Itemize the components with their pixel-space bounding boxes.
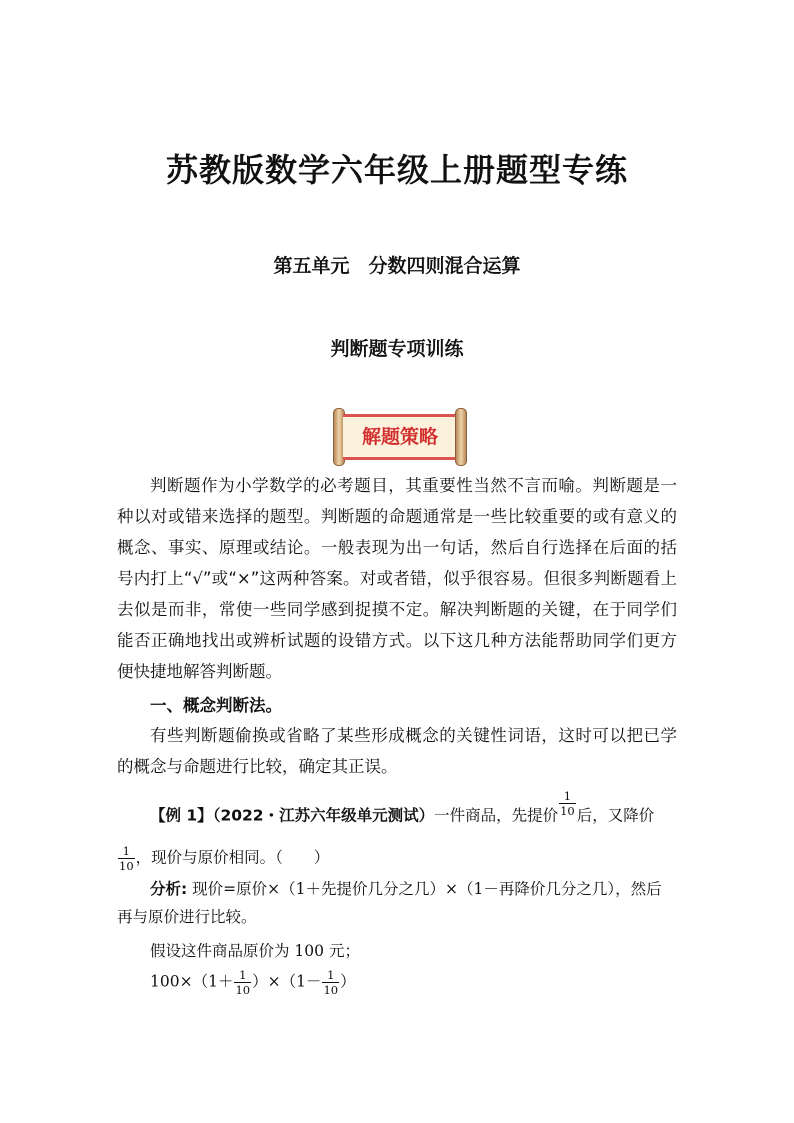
analysis-label: 分析: — [150, 880, 188, 898]
example1-line1 — [150, 789, 730, 831]
intro-paragraph: 判断题作为小学数学的必考题目，其重要性当然不言而喻。判断题是一种以对或错来选择的题型。判断题的命题通常是一些比较重要的或有意义的概念、事实、原理或结论。一般表现为出一句话，然后自行选择在后面的括号内打上“√”或“×”这两种答案。对或者错，似乎很容易。但很多判断题看上去似是而非，常使一些同学感到捉摸不定。解决判断题的关键，在于同学们能否正确地找出或辨析试题的设错方式。以下这几种方法能帮助同学们更方便快捷地解答判断题。 — [117, 476, 677, 681]
fraction-numerator: 1 — [563, 789, 572, 803]
method1-paragraph: 有些判断题偷换或省略了某些形成概念的关键性词语，这时可以把已学的概念与命题进行比较，确定其正误。 — [117, 726, 677, 776]
fraction-denominator: 10 — [323, 983, 339, 997]
fraction-denominator: 10 — [560, 804, 575, 818]
example1-tag: 【例 1】 — [150, 806, 213, 825]
fraction-increase — [559, 789, 576, 818]
example1-line2 — [117, 844, 697, 873]
analysis-text-1: 现价=原价×（1＋先提价几分之几）×（1－再降价几分之几），然后 — [187, 880, 662, 898]
analysis-line1 — [150, 877, 730, 899]
example1-source: （2022・江苏六年级单元测试） — [212, 806, 435, 825]
fraction-denominator: 10 — [119, 859, 134, 873]
section-title: 判断题专项训练 — [330, 338, 464, 360]
method1-heading: 一、概念判断法。 — [150, 696, 282, 715]
unit-subtitle: 第五单元 分数四则混合运算 — [273, 255, 521, 277]
example1-text-a: 一件商品，先提价 — [434, 806, 559, 825]
fraction-decrease — [322, 968, 339, 997]
fraction-denominator: 10 — [235, 983, 251, 997]
scroll-paper — [343, 414, 457, 460]
document-title: 苏教版数学六年级上册题型专练 — [165, 151, 628, 189]
fraction-decrease — [118, 844, 135, 873]
banner-label: 解题策略 — [361, 426, 438, 448]
analysis-line2: 再与原价进行比较。 — [117, 908, 257, 926]
strategy-scroll-banner — [333, 408, 467, 466]
scroll-roll-right-icon — [455, 408, 467, 466]
fraction-increase — [234, 968, 251, 997]
fraction-numerator: 1 — [239, 968, 247, 982]
fraction-numerator: 1 — [327, 968, 335, 982]
calculation-expression — [150, 968, 730, 997]
assumption-line: 假设这件商品原价为 100 元； — [150, 942, 360, 960]
example1-text-c: ，现价与原价相同。（ ） — [135, 848, 330, 867]
expr-part-a: 100×（1＋ — [150, 972, 234, 991]
expr-part-b: ）×（1－ — [252, 972, 322, 991]
expr-part-c: ） — [340, 972, 356, 991]
fraction-numerator: 1 — [122, 844, 130, 858]
example1-text-b: 后，又降价 — [576, 806, 655, 825]
